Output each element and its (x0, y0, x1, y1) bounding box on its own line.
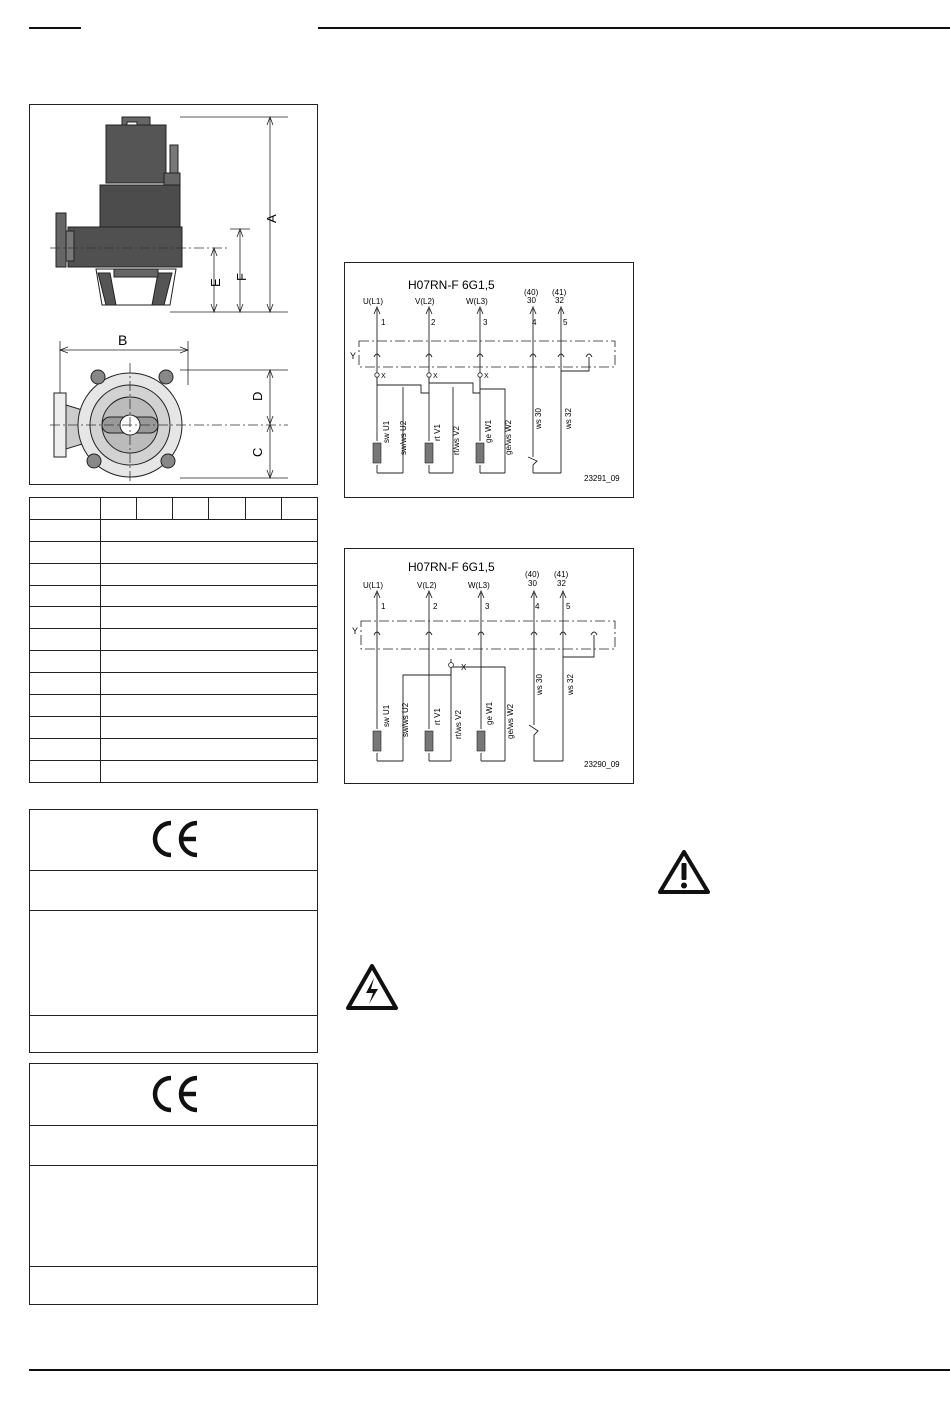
wire-label: ws 30 (535, 674, 544, 695)
x-label: X (461, 663, 467, 672)
ce-row (30, 1126, 317, 1166)
thermal-top-label-41: (41) (552, 288, 567, 297)
table-cell (30, 498, 101, 520)
wiring-diagram-1 (344, 262, 634, 498)
phase-label-u: U(L1) (363, 581, 384, 590)
table-row (30, 563, 318, 585)
terminal-number: 4 (532, 318, 537, 327)
phase-label-v: V(L2) (417, 581, 437, 590)
table-row (30, 760, 318, 782)
thermal-top-label-41: (41) (554, 570, 569, 579)
table-cell (137, 498, 173, 520)
x-label: X (433, 373, 438, 380)
header-rule-left (29, 27, 81, 29)
table-row (30, 716, 318, 738)
terminal-box (361, 621, 615, 649)
thermal-number-30: 30 (527, 296, 536, 305)
dimension-table (29, 497, 318, 783)
dim-label-f: F (234, 273, 249, 281)
wiring-diagram-1-svg (345, 263, 633, 497)
table-row (30, 738, 318, 760)
dim-label-c: C (250, 447, 265, 457)
wiring-diagram-2 (344, 548, 634, 784)
table-cell (173, 498, 209, 520)
terminal-number: 3 (485, 602, 490, 611)
warning-triangle-icon (656, 848, 712, 896)
wire-label: ws 32 (564, 408, 573, 429)
wire-label: ge W1 (484, 419, 493, 443)
cable-label: H07RN-F 6G1,5 (408, 278, 495, 292)
wire-label: rt/ws V2 (454, 710, 463, 739)
phase-label-w: W(L3) (468, 581, 490, 590)
pump-dimension-drawing (29, 104, 318, 485)
terminal-number: 4 (535, 602, 540, 611)
wire-label: ge/ws W2 (504, 419, 513, 455)
thermal-top-label-40: (40) (524, 288, 539, 297)
thermal-number-30: 30 (528, 579, 537, 588)
wire-label: ge W1 (485, 701, 494, 725)
ce-row (30, 1166, 317, 1267)
y-label: Y (350, 351, 357, 361)
wire-label: rt V1 (433, 708, 442, 725)
ce-mark-icon (147, 1074, 203, 1114)
thermal-top-label-40: (40) (525, 570, 540, 579)
table-cell (101, 498, 137, 520)
phase-label-v: V(L2) (415, 297, 435, 306)
table-row (30, 629, 318, 651)
table-row (30, 695, 318, 717)
phase-label-w: W(L3) (466, 297, 488, 306)
dim-label-e: E (208, 278, 223, 287)
dimension-table-header (30, 498, 318, 520)
y-label: Y (352, 626, 359, 636)
terminal-box (359, 341, 615, 367)
ce-row (30, 911, 317, 1016)
terminal-number: 2 (433, 602, 438, 611)
wire-label: ws 32 (566, 674, 575, 695)
wire-label: sw U1 (382, 704, 391, 727)
drawing-number: 23291_09 (584, 474, 620, 483)
ce-row (30, 1267, 317, 1304)
phase-label-u: U(L1) (363, 297, 384, 306)
pump-drawing-svg (30, 105, 317, 484)
x-label: X (381, 373, 386, 380)
dim-label-a: A (264, 214, 279, 223)
dim-label-d: D (250, 391, 265, 401)
table-row (30, 607, 318, 629)
table-row (30, 585, 318, 607)
terminal-number: 3 (483, 318, 488, 327)
ce-mark-row (30, 1064, 317, 1126)
ce-mark-row (30, 810, 317, 871)
table-row (30, 673, 318, 695)
terminal-number: 2 (431, 318, 436, 327)
terminal-number: 1 (381, 602, 386, 611)
wire-label: sw/ws U2 (401, 702, 410, 737)
ce-row (30, 871, 317, 911)
thermal-number-32: 32 (557, 579, 566, 588)
wire-label: rt V1 (433, 424, 442, 441)
wire-label: rt/ws V2 (452, 426, 461, 455)
table-cell (281, 498, 317, 520)
terminal-number: 5 (566, 602, 571, 611)
thermal-number-32: 32 (555, 296, 564, 305)
ce-mark-icon (147, 819, 203, 859)
cable-label: H07RN-F 6G1,5 (408, 560, 495, 574)
terminal-number: 1 (381, 318, 386, 327)
electrical-hazard-icon (344, 962, 400, 1012)
wire-label: sw U1 (382, 420, 391, 443)
table-row (30, 541, 318, 563)
wire-label: sw/ws U2 (399, 420, 408, 455)
table-cell (245, 498, 281, 520)
wiring-diagram-2-svg (345, 549, 633, 783)
footer-rule (29, 1369, 950, 1371)
wire-label: ge/ws W2 (506, 703, 515, 739)
x-label: X (484, 373, 489, 380)
ce-row (30, 1016, 317, 1052)
dim-label-b: B (118, 332, 128, 348)
terminal-number: 5 (563, 318, 568, 327)
table-cell (209, 498, 245, 520)
ce-declaration-box-1 (29, 809, 318, 1053)
table-row (30, 519, 318, 541)
header-rule-right (318, 27, 950, 29)
table-row (30, 651, 318, 673)
wire-label: ws 30 (534, 408, 543, 429)
drawing-number: 23290_09 (584, 760, 620, 769)
ce-declaration-box-2 (29, 1063, 318, 1305)
